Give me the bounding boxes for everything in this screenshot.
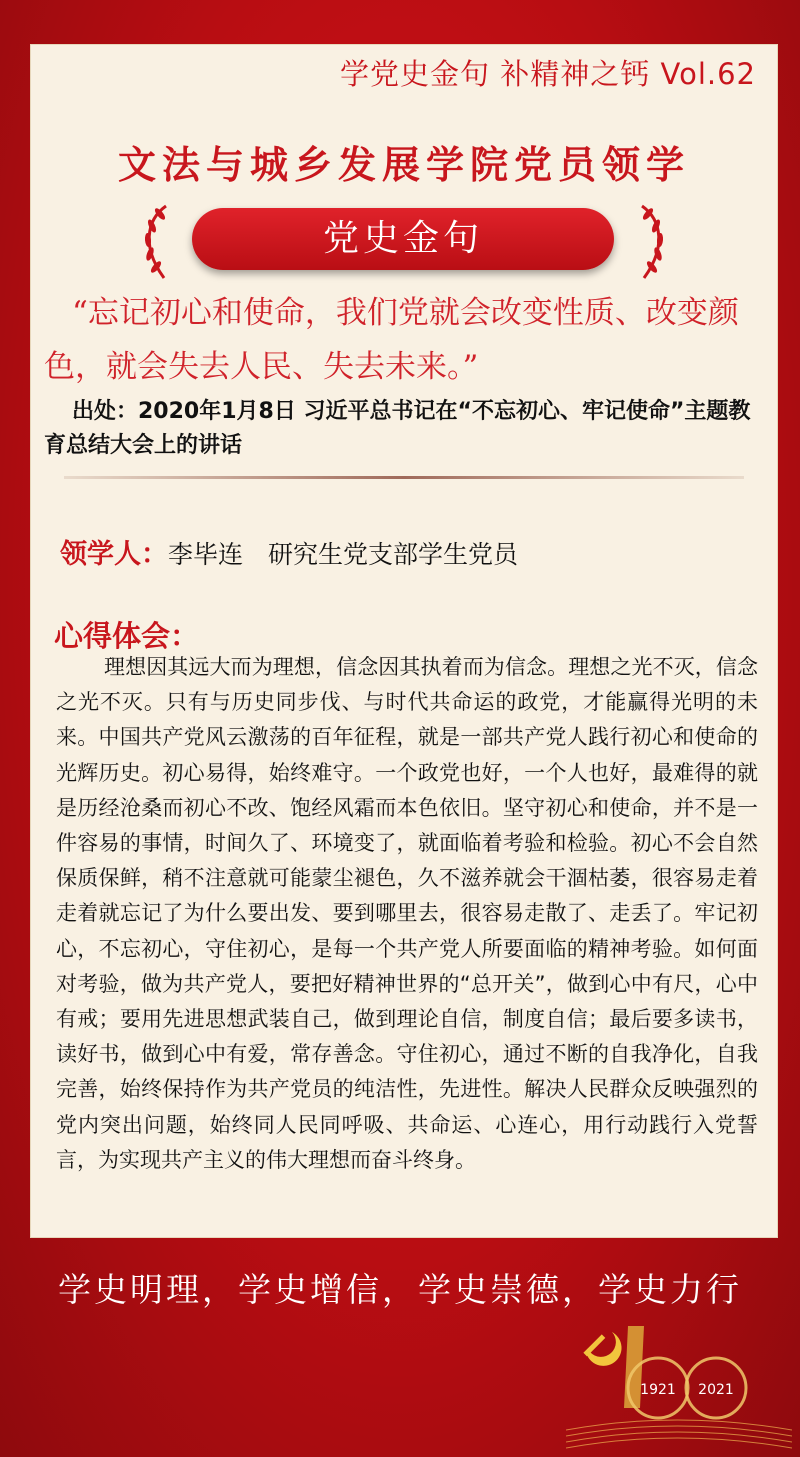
leader-line — [60, 532, 518, 571]
logo-year-end: 2021 — [698, 1382, 734, 1398]
quote-source: 出处：2020年1月8日 习近平总书记在“不忘初心、牢记使命”主题教育总结大会上的讲话 — [44, 399, 751, 458]
centenary-logo-icon — [566, 1318, 792, 1453]
content-card — [30, 44, 778, 1238]
laurel-right-icon — [634, 202, 674, 282]
reflection-title: 心得体会： — [54, 619, 200, 653]
leader-label: 领学人： — [60, 539, 168, 570]
series-title: 学党史金句 补精神之钙 Vol.62 — [340, 57, 756, 91]
banner-quote-label: 党史金句 — [192, 208, 614, 270]
quote-text: “忘记初心和使命，我们党就会改变性质、改变颜色，就会失去人民、失去未来。” — [44, 295, 739, 385]
reflection-body: 理想因其远大而为理想，信念因其执着而为信念。理想之光不灭，信念之光不灭。只有与历史同步伐、与时代共命运的政党，才能赢得光明的未来。中国共产党风云激荡的百年征程，就是一部共产党人践行初心和使命的光辉历史。初心易得，始终难守。一个政党也好，一个人也好，最难得的就是历经沧桑而初心不改、饱经风霜而本色依旧。坚守初心和使命，并不是一件容易的事情，时间久了、环境变了，就面临着考验和检验。初心不会自然保质保鲜，稍不注意就可能蒙尘褪色，久不滋养就会干涸枯萎，很容易走着走着就忘记了为什么要出发、要到哪里去，很容易走散了、走丢了。牢记初心，不忘初心，守住初心，是每一个共产党人所要面临的精神考验。如何面对考验，做为共产党人，要把好精神世界的“总开关”，做到心中有尺，心中有戒；要用先进思想武装自己，做到理论自信，制度自信；最后要多读书，读好书，做到心中有爱，常存善念。守住初心，通过不断的自我净化，自我完善，始终保持作为共产党员的纯洁性，先进性。解决人民群众反映强烈的党内突出问题，始终同人民同呼吸、共命运、心连心，用行动践行入党誓言，为实现共产主义的伟大理想而奋斗终身。 — [56, 655, 758, 1172]
logo-year-start: 1921 — [640, 1382, 676, 1398]
laurel-left-icon — [134, 202, 174, 282]
divider — [64, 476, 744, 479]
footer-slogan: 学史明理，学史增信，学史崇德，学史力行 — [58, 1270, 742, 1309]
leader-value: 李毕连 研究生党支部学生党员 — [168, 540, 519, 569]
college-title: 文法与城乡发展学院党员领学 — [117, 142, 690, 187]
